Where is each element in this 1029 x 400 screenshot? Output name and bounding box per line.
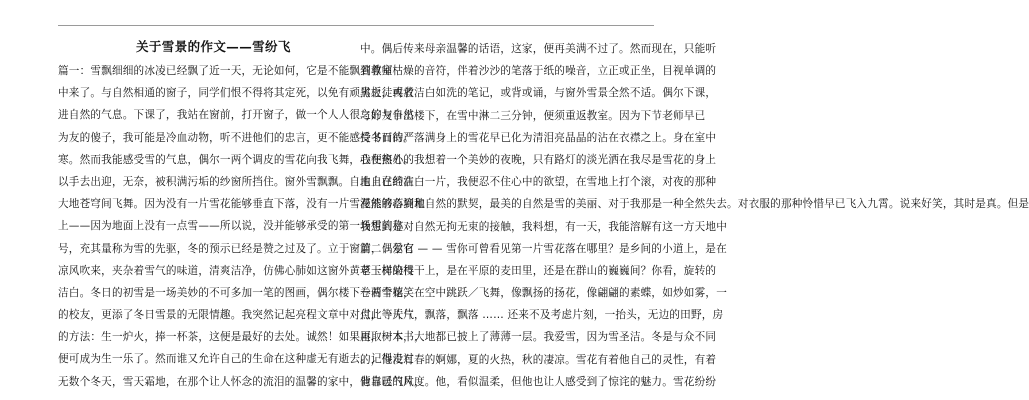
text-line: 进自然的气息。下课了，我站在窗前，打开窗子，做一个人人很之的与自然 bbox=[58, 109, 415, 122]
text-line: 为友的傻子，我可能是冷血动物，听不进他们的忠言，更不能感受冬日的严 bbox=[58, 131, 415, 144]
text-line: 心在窗外。我想着一个美妙的夜晚，只有路灯的淡光洒在我尽是雪花的身上 bbox=[360, 153, 717, 166]
text-line: 卷着雪花，在空中跳跃／飞舞，像飘扬的扬花，像翩翩的素蝶，如炒如雾，一 bbox=[360, 287, 727, 300]
text-line: 老玉树的枝干上，是在平原的麦田里，还是在群山的巍巍间？你看，旋转的 bbox=[360, 264, 717, 277]
text-line: 点，一片片，飘落，飘落 …… 还来不及考虑片刻，一抬头，无边的田野，房 bbox=[360, 309, 724, 322]
text-line: 漫然的心境和自然的默契，最美的自然是雪的美丽、对于我那是一种全然失去。对衣服的那种怜惜早已飞入九霄。说来好笑，其时是真。但是 bbox=[360, 198, 1029, 211]
text-line: 寒。然而我能感受雪的气息，偶尔一两个调皮的雪花向我飞舞，我便热心的 bbox=[58, 153, 415, 166]
text-line: 与好友争出楼下，在雪中淋二三分钟，便须重返教室。因为下节老师早已 bbox=[360, 109, 706, 122]
text-line: 以手去出迎，无奈，被积满污垢的纱窗所挡住。窗外雪飘飘。自由自在的在 bbox=[58, 175, 415, 188]
text-line: 我想到是对自然无拘无束的接触，我料想，有一天，我能溶解有这一方天地中 bbox=[360, 220, 727, 233]
text-line: 的，他没有春的婀娜，夏的火热，秋的凄凉。雪花有着他自己的灵性，有着 bbox=[360, 353, 717, 366]
text-line: 地上已经洁白一片，我便忍不住心中的欲望，在雪地上打个滚，对夜的那种 bbox=[360, 176, 717, 189]
text-line: 的方法：生一炉火，捧一杯茶，这便是最好的去处。诚然！如果再取一本书， bbox=[58, 331, 425, 344]
text-line: 持书而待。落满身上的雪花早已化为清泪亮晶晶的沾在衣襟之上。身在室中 bbox=[360, 131, 717, 144]
text-line: 无数个冬天，雪天霜地，在那个让人怀念的流泪的温馨的家中，背靠暖气片， bbox=[58, 375, 425, 388]
text-line: 着尊师枯燥的音符，伴着沙沙的笔落于纸的噪音，立正或正坐，目视单调的 bbox=[360, 65, 717, 78]
right-column bbox=[360, 38, 1029, 393]
page-title: 关于雪景的作文——雪纷飞 bbox=[136, 39, 291, 54]
text-line: 他自己的风度。他，看似温柔，但他也让人感受到了惊诧的魅力。雪花纷纷 bbox=[360, 375, 717, 388]
text-line: 上——因为地面上没有一点雪——所以说，没并能够承受的第一场雪的称 bbox=[58, 220, 404, 233]
text-line: 篇一：雪飘细细的冰凌已经飘了近一天，无论如何，它是不能飘到教室 bbox=[58, 65, 393, 77]
text-line: 的校友，更添了冬日雪景的无限情趣。我突然记起亮程文章中对付此等天气 bbox=[58, 309, 415, 322]
text-line: 中来了。与自然相通的窗子，同学们恨不得将其定死，以免有顽劣之徒再放 bbox=[58, 87, 415, 100]
text-line: 篇二：爱它 — — 雪你可曾看见第一片雪花落在哪里？是乡间的小道上，是在 bbox=[360, 242, 727, 255]
text-line: 号，充其量称为雪的先驱，冬的预示已经是赞之过及了。立于窗前，偶尔有 bbox=[58, 242, 415, 255]
text-line: 中。偶后传来母亲温馨的话语，这家，便再美满不过了。然而现在，只能听 bbox=[360, 43, 717, 55]
text-line: 凉风吹来，夹杂着雪气的味道，清爽洁净，仿佛心肺如这窗外黄草一样染得 bbox=[58, 264, 415, 277]
text-line: 屋，树木，大地都已披上了薄薄一层。我爱雪，因为雪圣洁。冬是与众不同 bbox=[360, 331, 717, 344]
top-divider bbox=[58, 25, 654, 26]
text-line: 洁白。冬日的初雪是一场美妙的不可多加一笔的图画，偶尔楼下一两个嬉笑 bbox=[58, 286, 415, 299]
text-line: 黑板，或者洁白如洗的笔记，或背或诵，与窗外雪景全然不适。偶尔下课， bbox=[360, 87, 717, 100]
text-line: 大地苍穹间飞舞。因为没有一片雪花能够垂直下落，没有一片雪花能够落到地 bbox=[58, 198, 425, 211]
text-line: 便可成为生一乐了。然而谁又允许自己的生命在这种虚无有逝去。记得走过 bbox=[58, 353, 415, 366]
left-column bbox=[58, 60, 425, 393]
